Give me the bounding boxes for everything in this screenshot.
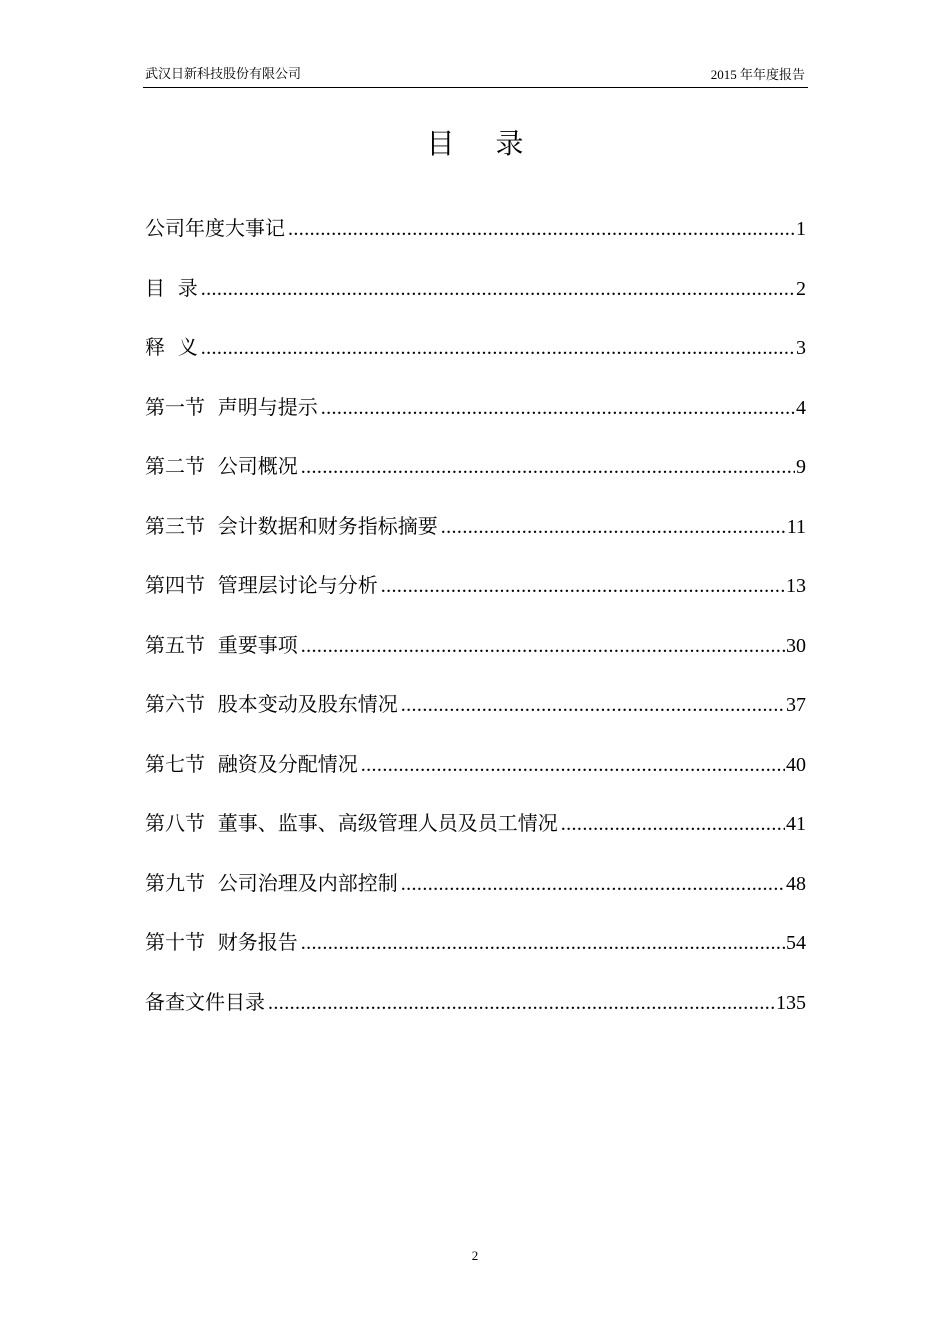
toc-entry-definitions[interactable] — [145, 327, 806, 387]
toc-entry-label: 第七节 融资及分配情况 — [145, 751, 358, 776]
toc-entry-section-9[interactable] — [145, 863, 806, 923]
toc-entry-section-10[interactable] — [145, 922, 806, 982]
toc-entry-section-5[interactable] — [145, 625, 806, 685]
toc-entry-page: 3 — [796, 337, 806, 359]
toc-entry-label: 第三节 会计数据和财务指标摘要 — [145, 513, 438, 538]
toc-entry-page: 13 — [786, 575, 806, 597]
toc-entry-page: 2 — [796, 277, 806, 300]
toc-entry-section-6[interactable] — [145, 684, 806, 744]
toc-entry-section-3[interactable] — [145, 506, 806, 566]
toc-leader-dots — [201, 328, 795, 368]
toc-entry-section-1[interactable] — [145, 387, 806, 447]
toc-entry-label: 第十节 财务报告 — [145, 930, 298, 954]
table-of-contents — [145, 208, 806, 1041]
toc-entry-section-4[interactable] — [145, 565, 806, 625]
toc-leader-dots — [361, 745, 785, 785]
toc-leader-dots — [201, 269, 795, 309]
header-divider — [143, 87, 808, 88]
toc-leader-dots — [268, 983, 775, 1023]
toc-leader-dots — [381, 566, 785, 606]
toc-leader-dots — [401, 685, 785, 725]
toc-entry-section-7[interactable] — [145, 744, 806, 804]
toc-entry-page: 40 — [786, 753, 806, 776]
toc-entry-page: 11 — [786, 515, 806, 538]
toc-entry-page: 1 — [796, 218, 806, 240]
toc-entry-label: 目 录 — [145, 275, 198, 300]
toc-entry-page: 30 — [786, 634, 806, 657]
toc-entry-label: 第六节 股本变动及股东情况 — [145, 692, 398, 716]
toc-leader-dots — [301, 447, 795, 487]
toc-entry-page: 41 — [786, 813, 806, 835]
toc-entry-label: 公司年度大事记 — [145, 216, 285, 240]
toc-leader-dots — [321, 388, 795, 428]
toc-leader-dots — [301, 626, 785, 666]
toc-entry-page: 4 — [796, 396, 806, 419]
toc-entry-events[interactable] — [145, 208, 806, 268]
toc-entry-label: 第八节 董事、监事、高级管理人员及员工情况 — [145, 811, 558, 835]
page-title: 目 录 — [426, 127, 540, 160]
header-company-name: 武汉日新科技股份有限公司 — [145, 67, 302, 82]
toc-entry-label: 第二节 公司概况 — [145, 454, 298, 478]
toc-entry-page: 48 — [786, 872, 806, 895]
toc-entry-page: 54 — [786, 932, 806, 954]
toc-entry-label: 第五节 重要事项 — [145, 632, 298, 657]
toc-entry-page: 9 — [796, 456, 806, 478]
toc-leader-dots — [288, 209, 795, 249]
header-report-title: 2015 年年度报告 — [710, 67, 805, 82]
toc-entry-reference-documents[interactable] — [145, 982, 806, 1042]
toc-entry-label: 释 义 — [145, 335, 198, 359]
toc-entry-page: 135 — [776, 991, 806, 1014]
page-number: 2 — [471, 1248, 479, 1263]
toc-entry-page: 37 — [786, 694, 806, 716]
toc-entry-label: 第九节 公司治理及内部控制 — [145, 870, 398, 895]
toc-entry-section-2[interactable] — [145, 446, 806, 506]
toc-entry-label: 备查文件目录 — [145, 989, 265, 1014]
toc-leader-dots — [441, 507, 786, 547]
toc-entry-section-8[interactable] — [145, 803, 806, 863]
toc-entry-contents[interactable] — [145, 268, 806, 328]
toc-entry-label: 第一节 声明与提示 — [145, 394, 318, 419]
toc-leader-dots — [561, 804, 785, 844]
toc-entry-label: 第四节 管理层讨论与分析 — [145, 573, 378, 597]
toc-leader-dots — [401, 864, 785, 904]
toc-leader-dots — [301, 923, 785, 963]
